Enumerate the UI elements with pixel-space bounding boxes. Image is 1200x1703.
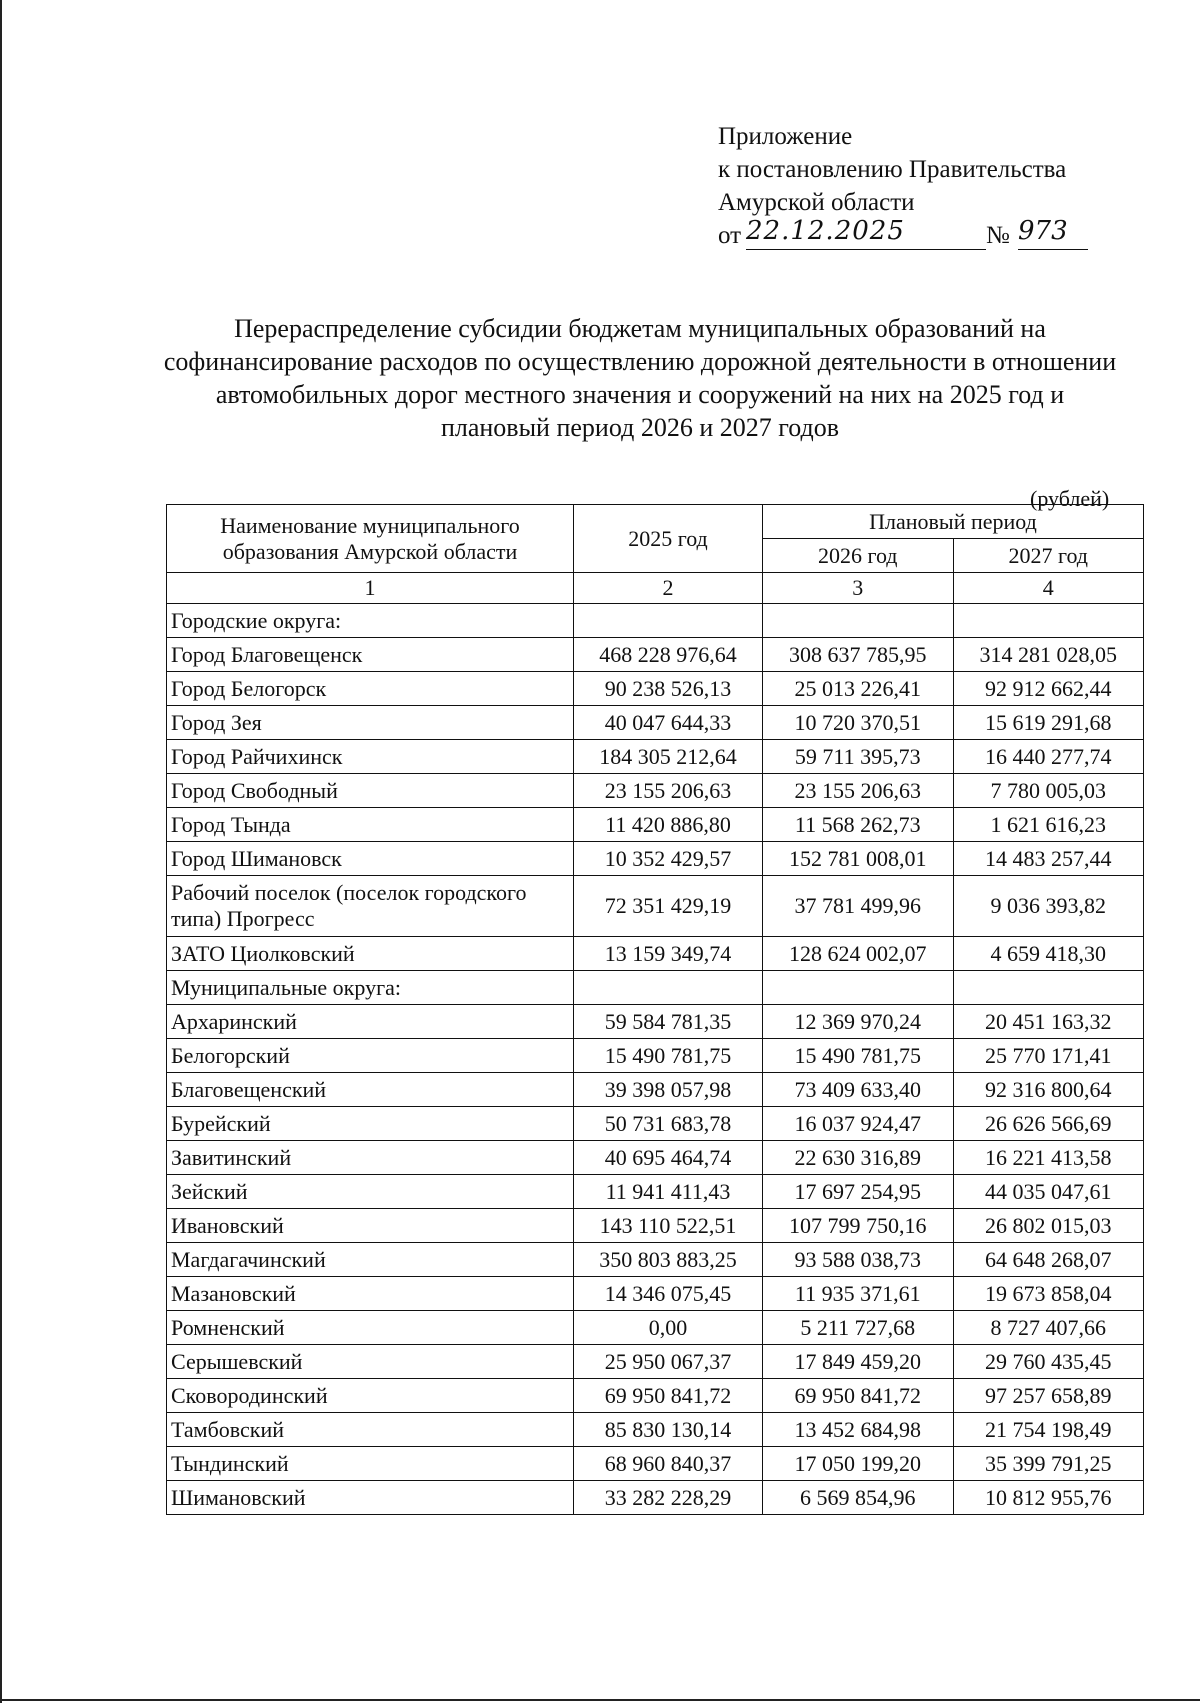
cell-2027: 314 281 028,05 bbox=[953, 638, 1144, 672]
cell-2025: 13 159 349,74 bbox=[574, 937, 763, 971]
appendix-block bbox=[718, 120, 1066, 259]
cell-2027: 97 257 658,89 bbox=[953, 1379, 1144, 1413]
cell-2027: 16 221 413,58 bbox=[953, 1141, 1144, 1175]
row-name: Магдагачинский bbox=[167, 1243, 574, 1277]
table-row bbox=[167, 1481, 1144, 1515]
subsidy-table bbox=[166, 504, 1144, 1515]
cell-2026: 16 037 924,47 bbox=[763, 1107, 954, 1141]
column-numbers-row bbox=[167, 573, 1144, 604]
column-number: 3 bbox=[763, 573, 954, 604]
cell-2026: 11 568 262,73 bbox=[763, 808, 954, 842]
cell-2025: 10 352 429,57 bbox=[574, 842, 763, 876]
column-number: 4 bbox=[953, 573, 1144, 604]
table-row bbox=[167, 1175, 1144, 1209]
cell-2025: 72 351 429,19 bbox=[574, 876, 763, 937]
cell-2027 bbox=[953, 971, 1144, 1005]
row-name: Город Свободный bbox=[167, 774, 574, 808]
header-2027: 2027 год bbox=[953, 539, 1144, 573]
cell-2025: 11 420 886,80 bbox=[574, 808, 763, 842]
row-name: Рабочий поселок (поселок городского типа) Прогресс bbox=[167, 876, 574, 937]
cell-2025: 14 346 075,45 bbox=[574, 1277, 763, 1311]
cell-2027: 15 619 291,68 bbox=[953, 706, 1144, 740]
cell-2027: 20 451 163,32 bbox=[953, 1005, 1144, 1039]
cell-2027: 21 754 198,49 bbox=[953, 1413, 1144, 1447]
table-row bbox=[167, 971, 1144, 1005]
cell-2027: 25 770 171,41 bbox=[953, 1039, 1144, 1073]
cell-2025: 40 047 644,33 bbox=[574, 706, 763, 740]
table-row bbox=[167, 1039, 1144, 1073]
cell-2026: 11 935 371,61 bbox=[763, 1277, 954, 1311]
cell-2025: 59 584 781,35 bbox=[574, 1005, 763, 1039]
cell-2027: 44 035 047,61 bbox=[953, 1175, 1144, 1209]
row-name: Город Тында bbox=[167, 808, 574, 842]
cell-2026: 6 569 854,96 bbox=[763, 1481, 954, 1515]
table-row bbox=[167, 604, 1144, 638]
cell-2026: 13 452 684,98 bbox=[763, 1413, 954, 1447]
cell-2026: 107 799 750,16 bbox=[763, 1209, 954, 1243]
table-row bbox=[167, 1413, 1144, 1447]
cell-2025: 33 282 228,29 bbox=[574, 1481, 763, 1515]
cell-2026: 5 211 727,68 bbox=[763, 1311, 954, 1345]
handwritten-number: 973 bbox=[1018, 215, 1088, 250]
cell-2026 bbox=[763, 971, 954, 1005]
cell-2025: 184 305 212,64 bbox=[574, 740, 763, 774]
table-row bbox=[167, 1447, 1144, 1481]
cell-2026: 23 155 206,63 bbox=[763, 774, 954, 808]
table-row bbox=[167, 672, 1144, 706]
table-row bbox=[167, 1209, 1144, 1243]
cell-2027: 26 626 566,69 bbox=[953, 1107, 1144, 1141]
table-row bbox=[167, 1005, 1144, 1039]
cell-2026: 10 720 370,51 bbox=[763, 706, 954, 740]
cell-2027: 16 440 277,74 bbox=[953, 740, 1144, 774]
cell-2027: 35 399 791,25 bbox=[953, 1447, 1144, 1481]
table-row bbox=[167, 937, 1144, 971]
cell-2026: 17 697 254,95 bbox=[763, 1175, 954, 1209]
appendix-line-2: к постановлению Правительства bbox=[718, 156, 1067, 183]
row-name: Тындинский bbox=[167, 1447, 574, 1481]
row-name: Город Шимановск bbox=[167, 842, 574, 876]
cell-2025: 350 803 883,25 bbox=[574, 1243, 763, 1277]
table-row bbox=[167, 1345, 1144, 1379]
date-prefix: от bbox=[718, 222, 742, 249]
row-name: Город Благовещенск bbox=[167, 638, 574, 672]
cell-2027: 9 036 393,82 bbox=[953, 876, 1144, 937]
column-number: 2 bbox=[574, 573, 763, 604]
cell-2025: 85 830 130,14 bbox=[574, 1413, 763, 1447]
cell-2025: 0,00 bbox=[574, 1311, 763, 1345]
cell-2027: 10 812 955,76 bbox=[953, 1481, 1144, 1515]
date-number-row bbox=[718, 216, 1068, 259]
table-row bbox=[167, 1311, 1144, 1345]
document-title: Перераспределение субсидии бюджетам муниципальных образований на софинансирование расходов по осуществлению дорожной деятельности в отношении автомобильных дорог местного значения и сооружений на них на 2025 год и плановый период 2026 и 2027 годов bbox=[163, 314, 1117, 442]
row-name: Ромненский bbox=[167, 1311, 574, 1345]
cell-2027: 7 780 005,03 bbox=[953, 774, 1144, 808]
cell-2025 bbox=[574, 971, 763, 1005]
row-name: Город Белогорск bbox=[167, 672, 574, 706]
cell-2026: 17 050 199,20 bbox=[763, 1447, 954, 1481]
cell-2026: 59 711 395,73 bbox=[763, 740, 954, 774]
row-name: Сковородинский bbox=[167, 1379, 574, 1413]
cell-2027 bbox=[953, 604, 1144, 638]
cell-2026: 12 369 970,24 bbox=[763, 1005, 954, 1039]
cell-2027: 8 727 407,66 bbox=[953, 1311, 1144, 1345]
row-name: Муниципальные округа: bbox=[167, 971, 574, 1005]
cell-2027: 92 316 800,64 bbox=[953, 1073, 1144, 1107]
row-name: Благовещенский bbox=[167, 1073, 574, 1107]
row-name: Мазановский bbox=[167, 1277, 574, 1311]
cell-2026: 308 637 785,95 bbox=[763, 638, 954, 672]
row-name: Бурейский bbox=[167, 1107, 574, 1141]
unit-label: (рублей) bbox=[1030, 486, 1110, 511]
cell-2025: 23 155 206,63 bbox=[574, 774, 763, 808]
cell-2025: 68 960 840,37 bbox=[574, 1447, 763, 1481]
cell-2026: 37 781 499,96 bbox=[763, 876, 954, 937]
cell-2025: 25 950 067,37 bbox=[574, 1345, 763, 1379]
row-name: Город Райчихинск bbox=[167, 740, 574, 774]
row-name: Серышевский bbox=[167, 1345, 574, 1379]
table-row bbox=[167, 876, 1144, 937]
cell-2025: 143 110 522,51 bbox=[574, 1209, 763, 1243]
table-row bbox=[167, 774, 1144, 808]
cell-2026: 17 849 459,20 bbox=[763, 1345, 954, 1379]
row-name: Городские округа: bbox=[167, 604, 574, 638]
table-row bbox=[167, 740, 1144, 774]
scan-edge-left bbox=[0, 0, 2, 1703]
cell-2026: 152 781 008,01 bbox=[763, 842, 954, 876]
table-row bbox=[167, 1073, 1144, 1107]
cell-2027: 19 673 858,04 bbox=[953, 1277, 1144, 1311]
cell-2025: 69 950 841,72 bbox=[574, 1379, 763, 1413]
header-2026: 2026 год bbox=[763, 539, 954, 573]
cell-2027: 64 648 268,07 bbox=[953, 1243, 1144, 1277]
appendix-line-1: Приложение bbox=[718, 123, 853, 150]
column-number: 1 bbox=[167, 573, 574, 604]
cell-2026: 93 588 038,73 bbox=[763, 1243, 954, 1277]
header-2025: 2025 год bbox=[574, 505, 763, 573]
cell-2027: 92 912 662,44 bbox=[953, 672, 1144, 706]
header-plan-period: Плановый период bbox=[763, 505, 1144, 539]
cell-2025: 50 731 683,78 bbox=[574, 1107, 763, 1141]
cell-2025: 40 695 464,74 bbox=[574, 1141, 763, 1175]
row-name: Город Зея bbox=[167, 706, 574, 740]
table-row bbox=[167, 1107, 1144, 1141]
cell-2027: 14 483 257,44 bbox=[953, 842, 1144, 876]
cell-2026: 15 490 781,75 bbox=[763, 1039, 954, 1073]
cell-2025 bbox=[574, 604, 763, 638]
cell-2025: 90 238 526,13 bbox=[574, 672, 763, 706]
row-name: Архаринский bbox=[167, 1005, 574, 1039]
row-name: Зейский bbox=[167, 1175, 574, 1209]
appendix-line-3: Амурской области bbox=[718, 189, 915, 216]
table-row bbox=[167, 1379, 1144, 1413]
table-row bbox=[167, 1243, 1144, 1277]
row-name: Белогорский bbox=[167, 1039, 574, 1073]
table-row bbox=[167, 1141, 1144, 1175]
cell-2025: 11 941 411,43 bbox=[574, 1175, 763, 1209]
cell-2025: 39 398 057,98 bbox=[574, 1073, 763, 1107]
cell-2026: 128 624 002,07 bbox=[763, 937, 954, 971]
scan-edge-bottom bbox=[0, 1699, 1200, 1701]
cell-2027: 4 659 418,30 bbox=[953, 937, 1144, 971]
number-label: № bbox=[986, 222, 1010, 249]
row-name: Завитинский bbox=[167, 1141, 574, 1175]
handwritten-date: 22.12.2025 bbox=[746, 215, 986, 250]
table-row bbox=[167, 808, 1144, 842]
cell-2026: 73 409 633,40 bbox=[763, 1073, 954, 1107]
row-name: Ивановский bbox=[167, 1209, 574, 1243]
cell-2026: 22 630 316,89 bbox=[763, 1141, 954, 1175]
cell-2027: 1 621 616,23 bbox=[953, 808, 1144, 842]
cell-2026 bbox=[763, 604, 954, 638]
table-row bbox=[167, 1277, 1144, 1311]
table-row bbox=[167, 638, 1144, 672]
table-row bbox=[167, 706, 1144, 740]
row-name: Шимановский bbox=[167, 1481, 574, 1515]
header-name: Наименование муниципального образования Амурской области bbox=[167, 505, 574, 573]
cell-2025: 15 490 781,75 bbox=[574, 1039, 763, 1073]
table-row bbox=[167, 842, 1144, 876]
cell-2026: 69 950 841,72 bbox=[763, 1379, 954, 1413]
row-name: ЗАТО Циолковский bbox=[167, 937, 574, 971]
cell-2026: 25 013 226,41 bbox=[763, 672, 954, 706]
row-name: Тамбовский bbox=[167, 1413, 574, 1447]
cell-2027: 26 802 015,03 bbox=[953, 1209, 1144, 1243]
cell-2027: 29 760 435,45 bbox=[953, 1345, 1144, 1379]
cell-2025: 468 228 976,64 bbox=[574, 638, 763, 672]
